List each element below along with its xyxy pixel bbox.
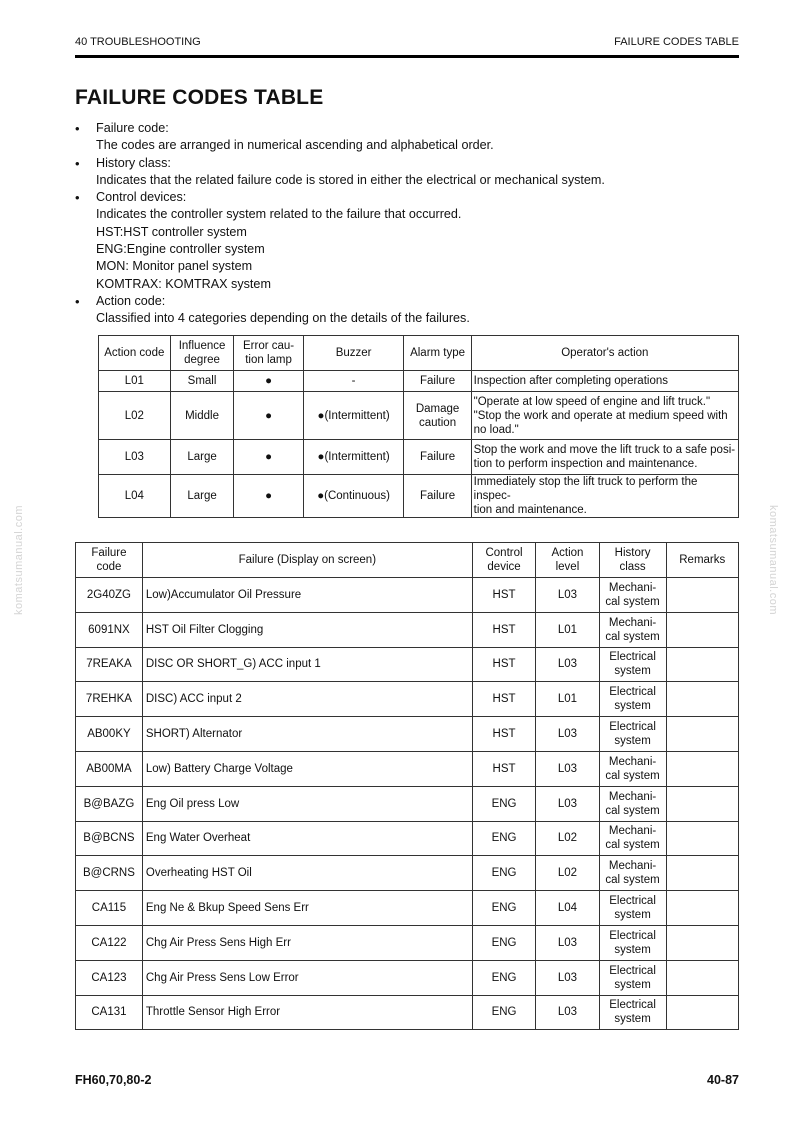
history-class <box>599 960 666 995</box>
bullet-icon: • <box>75 293 80 309</box>
history-class <box>599 821 666 856</box>
text-line: Operator's action <box>561 347 649 359</box>
remarks <box>666 995 738 1030</box>
text-line: Mechani- <box>608 581 657 594</box>
text-line: Mechani- <box>608 616 657 629</box>
history-class <box>599 751 666 786</box>
action-level: L03 <box>536 717 599 752</box>
error-lamp-icon: ● <box>234 475 303 518</box>
text-line: Stop the work and move the lift truck to a safe posi- <box>473 444 736 456</box>
remarks <box>666 925 738 960</box>
remarks <box>666 891 738 926</box>
page-header <box>75 36 739 50</box>
operator-action <box>471 475 738 518</box>
control-device: ENG <box>472 925 535 960</box>
action-header-cell <box>99 336 171 371</box>
error-lamp-icon: ● <box>234 392 303 440</box>
codes-header-cell <box>666 543 738 578</box>
text-line: "Operate at low speed of engine and lift truck." <box>473 395 711 408</box>
text-line: Control <box>485 547 523 559</box>
error-lamp-icon: ● <box>234 371 303 392</box>
control-device: HST <box>472 717 535 752</box>
action-code: L02 <box>99 392 171 440</box>
failure-description: Low) Battery Charge Voltage <box>142 751 472 786</box>
control-device: ENG <box>472 821 535 856</box>
footer-model: FH60,70,80-2 <box>75 1073 152 1087</box>
header-chapter: FAILURE CODES TABLE <box>614 36 739 48</box>
watermark-left: komatsumanual.com <box>13 505 25 615</box>
control-device: HST <box>472 612 535 647</box>
alarm-type <box>404 392 471 440</box>
failure-description: Eng Water Overheat <box>142 821 472 856</box>
failure-description: DISC OR SHORT_G) ACC input 1 <box>142 647 472 682</box>
action-level: L03 <box>536 960 599 995</box>
text-line: device <box>487 561 521 573</box>
failure-code: CA123 <box>76 960 143 995</box>
action-header-cell <box>471 336 738 371</box>
failure-code: B@BCNS <box>76 821 143 856</box>
control-device: ENG <box>472 856 535 891</box>
buzzer: ●(Continuous) <box>303 475 404 518</box>
action-level: L03 <box>536 647 599 682</box>
bullet-icon: • <box>75 190 80 206</box>
failure-description: Chg Air Press Sens High Err <box>142 925 472 960</box>
history-class <box>599 891 666 926</box>
header-section: 40 TROUBLESHOOTING <box>75 36 201 48</box>
failure-description: Throttle Sensor High Error <box>142 995 472 1030</box>
table-row <box>76 578 739 613</box>
text-line: Electrical <box>609 999 656 1012</box>
action-code: L04 <box>99 475 171 518</box>
failure-code: 7REAKA <box>76 647 143 682</box>
definition-text: KOMTRAX: KOMTRAX system <box>96 276 271 291</box>
text-line: cal system <box>605 874 660 887</box>
text-line: Mechani- <box>608 790 657 803</box>
error-lamp-icon: ● <box>234 440 303 475</box>
codes-table-header <box>76 543 739 578</box>
history-class <box>599 786 666 821</box>
text-line: Remarks <box>679 554 726 566</box>
definitions-list <box>75 120 739 328</box>
definition-term: Action code: <box>96 293 166 308</box>
text-line: Inspection after completing operations <box>473 375 668 387</box>
text-line: History <box>614 547 651 559</box>
text-line: Failure (Display on screen) <box>238 554 377 566</box>
text-line: Failure <box>419 451 456 463</box>
table-row <box>76 960 739 995</box>
remarks <box>666 682 738 717</box>
text-line: tion lamp <box>245 354 292 366</box>
history-class <box>599 612 666 647</box>
definition-text: Indicates the controller system related to the failure that occurred. <box>96 207 462 222</box>
failure-code: CA122 <box>76 925 143 960</box>
alarm-type <box>404 371 471 392</box>
operator-action <box>471 371 738 392</box>
control-device: HST <box>472 751 535 786</box>
text-line: cal system <box>605 769 660 782</box>
table-row <box>76 647 739 682</box>
action-level: L03 <box>536 578 599 613</box>
control-device: HST <box>472 647 535 682</box>
remarks <box>666 786 738 821</box>
failure-description: Eng Oil press Low <box>142 786 472 821</box>
text-line: Error cau- <box>243 340 295 352</box>
text-line: Influence <box>178 340 226 352</box>
failure-code: AB00MA <box>76 751 143 786</box>
action-header-cell <box>234 336 303 371</box>
text-line: system <box>614 943 651 956</box>
remarks <box>666 612 738 647</box>
text-line: Mechani- <box>608 825 657 838</box>
table-row <box>76 995 739 1030</box>
influence-degree: Middle <box>170 392 234 440</box>
text-line: "Stop the work and operate at medium speed with <box>473 409 728 422</box>
action-level: L01 <box>536 682 599 717</box>
failure-description: DISC) ACC input 2 <box>142 682 472 717</box>
definition-item <box>75 155 739 190</box>
text-line: Mechani- <box>608 860 657 873</box>
bullet-icon: • <box>75 121 80 136</box>
definition-text: HST:HST controller system <box>96 224 247 239</box>
definition-item <box>75 293 739 328</box>
text-line: Mechani- <box>608 755 657 768</box>
action-row <box>99 440 739 475</box>
failure-code: AB00KY <box>76 717 143 752</box>
remarks <box>666 647 738 682</box>
table-row <box>76 682 739 717</box>
control-device: ENG <box>472 995 535 1030</box>
remarks <box>666 960 738 995</box>
failure-codes-table <box>75 542 739 1030</box>
table-row <box>76 821 739 856</box>
definition-item <box>75 120 739 155</box>
failure-code: 2G40ZG <box>76 578 143 613</box>
failure-code: B@BAZG <box>76 786 143 821</box>
table-row <box>76 786 739 821</box>
text-line: no load." <box>473 423 519 436</box>
action-table-header <box>99 336 739 371</box>
text-line: Electrical <box>609 895 656 908</box>
text-line: Damage <box>415 402 460 415</box>
action-level: L03 <box>536 925 599 960</box>
action-row <box>99 371 739 392</box>
remarks <box>666 578 738 613</box>
text-line: system <box>614 700 651 713</box>
action-level: L03 <box>536 786 599 821</box>
history-class <box>599 647 666 682</box>
action-level: L01 <box>536 612 599 647</box>
table-row <box>76 612 739 647</box>
action-header-cell <box>404 336 471 371</box>
table-row <box>76 891 739 926</box>
definition-text: Classified into 4 categories depending on the details of the failures. <box>96 311 470 326</box>
table-row <box>76 925 739 960</box>
table-row <box>76 717 739 752</box>
text-line: cal system <box>605 630 660 643</box>
failure-description: HST Oil Filter Clogging <box>142 612 472 647</box>
footer-page-number: 40-87 <box>707 1073 739 1087</box>
control-device: HST <box>472 682 535 717</box>
text-line: Electrical <box>609 929 656 942</box>
text-line: tion to perform inspection and maintenance. <box>473 458 698 470</box>
history-class <box>599 995 666 1030</box>
definition-term: History class: <box>96 155 171 170</box>
influence-degree: Small <box>170 371 234 392</box>
action-level: L02 <box>536 821 599 856</box>
failure-description: Eng Ne & Bkup Speed Sens Err <box>142 891 472 926</box>
definition-text: Indicates that the related failure code is stored in either the electrical or mechanical system. <box>96 172 605 187</box>
history-class <box>599 856 666 891</box>
failure-code: B@CRNS <box>76 856 143 891</box>
definition-term: Failure code: <box>96 121 169 135</box>
failure-code: 7REHKA <box>76 682 143 717</box>
action-level: L02 <box>536 856 599 891</box>
text-line: degree <box>184 354 220 366</box>
definition-text: The codes are arranged in numerical ascending and alphabetical order. <box>96 138 494 153</box>
text-line: Action code <box>104 347 165 359</box>
header-divider <box>75 55 739 58</box>
text-line: Failure <box>91 547 127 559</box>
text-line: system <box>614 665 651 678</box>
text-line: Buzzer <box>335 347 372 359</box>
action-code-table <box>98 335 739 518</box>
control-device: ENG <box>472 786 535 821</box>
action-level: L03 <box>536 751 599 786</box>
codes-header-cell <box>599 543 666 578</box>
text-line: Electrical <box>609 721 656 734</box>
codes-header-cell <box>142 543 472 578</box>
action-header-cell <box>303 336 404 371</box>
text-line: cal system <box>605 839 660 852</box>
history-class <box>599 682 666 717</box>
text-line: system <box>614 735 651 748</box>
failure-code: 6091NX <box>76 612 143 647</box>
history-class <box>599 717 666 752</box>
definition-text: ENG:Engine controller system <box>96 242 265 257</box>
operator-action <box>471 392 738 440</box>
action-row <box>99 475 739 518</box>
action-level: L04 <box>536 891 599 926</box>
table-row <box>76 751 739 786</box>
text-line: system <box>614 909 651 922</box>
text-line: Alarm type <box>410 347 466 359</box>
text-line: tion and maintenance. <box>473 504 587 516</box>
action-level: L03 <box>536 995 599 1030</box>
history-class <box>599 925 666 960</box>
codes-header-cell <box>76 543 143 578</box>
control-device: HST <box>472 578 535 613</box>
text-line: Electrical <box>609 964 656 977</box>
remarks <box>666 717 738 752</box>
text-line: system <box>614 978 651 991</box>
failure-description: Low)Accumulator Oil Pressure <box>142 578 472 613</box>
text-line: Action level <box>551 547 584 573</box>
action-header-cell <box>170 336 234 371</box>
definition-text: MON: Monitor panel system <box>96 259 253 274</box>
text-line: Electrical <box>609 651 656 664</box>
influence-degree: Large <box>170 475 234 518</box>
failure-code: CA115 <box>76 891 143 926</box>
failure-description: Chg Air Press Sens Low Error <box>142 960 472 995</box>
bullet-icon: • <box>75 155 80 171</box>
text-line: code <box>96 561 122 573</box>
text-line: class <box>619 561 646 573</box>
alarm-type <box>404 475 471 518</box>
remarks <box>666 751 738 786</box>
definition-item <box>75 189 739 293</box>
text-line: caution <box>419 416 457 429</box>
failure-code: CA131 <box>76 995 143 1030</box>
action-code: L03 <box>99 440 171 475</box>
remarks <box>666 821 738 856</box>
history-class <box>599 578 666 613</box>
table-row <box>76 856 739 891</box>
definition-term: Control devices: <box>96 190 187 205</box>
buzzer: ●(Intermittent) <box>303 392 404 440</box>
buzzer: - <box>303 371 404 392</box>
failure-description: Overheating HST Oil <box>142 856 472 891</box>
text-line: cal system <box>605 595 660 608</box>
buzzer: ●(Intermittent) <box>303 440 404 475</box>
text-line: Failure <box>419 375 456 387</box>
codes-header-cell <box>536 543 599 578</box>
control-device: ENG <box>472 891 535 926</box>
action-row <box>99 392 739 440</box>
action-code: L01 <box>99 371 171 392</box>
remarks <box>666 856 738 891</box>
text-line: system <box>614 1013 651 1026</box>
page-title: FAILURE CODES TABLE <box>75 86 324 109</box>
control-device: ENG <box>472 960 535 995</box>
codes-header-cell <box>472 543 535 578</box>
watermark-right: komatsumanual.com <box>767 505 779 615</box>
text-line: Electrical <box>609 686 656 699</box>
text-line: cal system <box>605 804 660 817</box>
influence-degree: Large <box>170 440 234 475</box>
text-line: Failure <box>419 490 456 502</box>
alarm-type <box>404 440 471 475</box>
text-line: Immediately stop the lift truck to perform the inspec- <box>473 476 698 502</box>
operator-action <box>471 440 738 475</box>
failure-description: SHORT) Alternator <box>142 717 472 752</box>
